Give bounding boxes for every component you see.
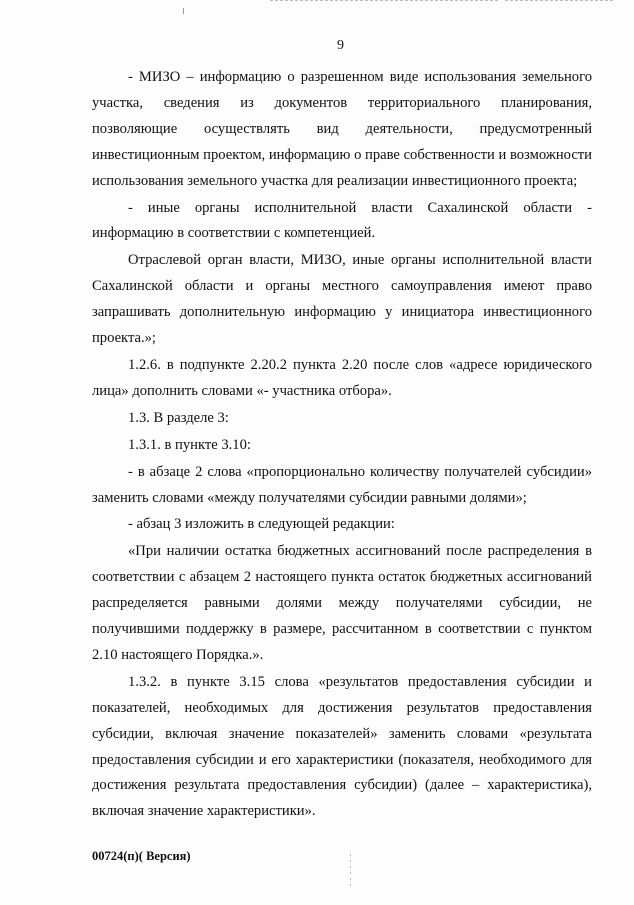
scan-edge-line-right (505, 0, 615, 1)
paragraph-1-3: 1.3. В разделе 3: (128, 409, 229, 426)
paragraph-mizo: - МИЗО – информацию о разрешенном виде использования земельного участка, сведения из документов территориального планирования, позволяющие осуществлять вид деятельности, предусмотренный инвестиционным проектом, информацию о праве собственности и возможности использования земельного участка для реализации инвестиционного проекта; (92, 69, 592, 189)
paragraph-1-2-6: 1.2.6. в подпункте 2.20.2 пункта 2.20 после слов «адресе юридического лица» дополнить словами «- участника отбора». (92, 356, 592, 399)
page-number: 9 (337, 38, 344, 53)
scan-dotted-mark (350, 854, 351, 890)
paragraph-abzac-2: - в абзаце 2 слова «пропорционально количеству получателей субсидии» заменить словами «между получателями субсидии равными долями»; (92, 463, 592, 506)
paragraph-1-3-1: 1.3.1. в пункте 3.10: (128, 436, 251, 453)
paragraph-request-info: Отраслевой орган власти, МИЗО, иные органы исполнительной власти Сахалинской области и органы местного самоуправления имеют право запрашивать дополнительную информацию у инициатора инвестиционного проекта.»; (92, 252, 592, 347)
paragraph-quote-remainder: «При наличии остатка бюджетных ассигнований после распределения в соответствии с абзацем 2 настоящего пункта остаток бюджетных ассигнований распределяется равными долями между получателями субсидии, не получившими поддержку в размере, рассчитанном в соответствии с пунктом 2.10 настоящего Порядка.». (92, 543, 592, 663)
paragraph-other-bodies: - иные органы исполнительной власти Сахалинской области - информацию в соответствии с компетенцией. (92, 199, 592, 242)
scan-edge-line (270, 0, 500, 1)
paragraph-abzac-3: - абзац 3 изложить в следующей редакции: (128, 516, 395, 533)
scan-mark (183, 8, 184, 14)
paragraph-1-3-2: 1.3.2. в пункте 3.15 слова «результатов предоставления субсидии и показателей, необходимых для достижения результатов предоставления субсидии, включая значение показателей» заменить словами «результата предоставления субсидии и его характеристики (показателя, необходимого для достижения результата предоставления субсидии) (далее – характеристика), включая значение характеристики». (92, 673, 592, 820)
document-footer-code: 00724(п)( Версия) (92, 849, 191, 863)
document-body (92, 65, 592, 825)
